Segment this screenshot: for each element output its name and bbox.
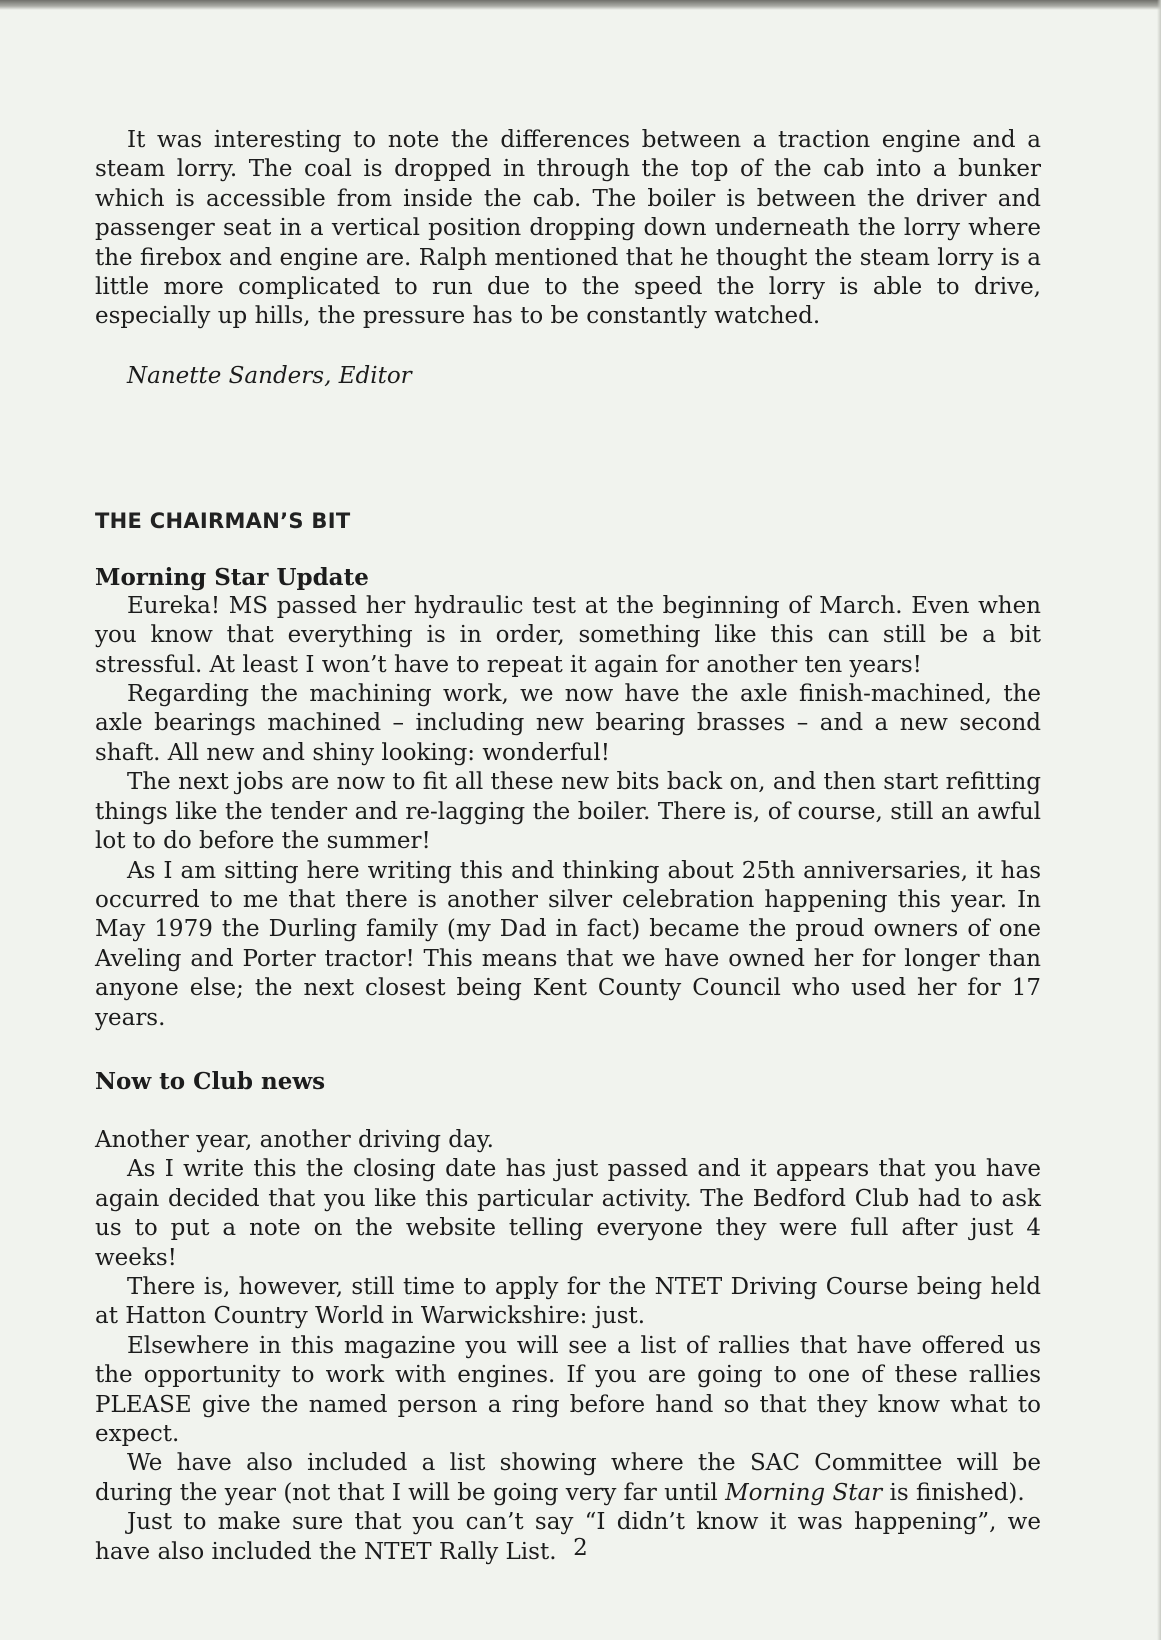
club-news-heading: Now to Club news: [95, 1067, 326, 1095]
intro-paragraph: It was interesting to note the differences between a traction engine and a steam lorry. The coal is dropped in through the top of the cab into a bunker which is accessible from inside the cab. The boiler is between the driver and passenger seat in a vertical position dropping down underneath the lorry where the firebox and engine are. Ralph mentioned that he thought the steam lorry is a little more complicated to run due to the speed the lorry is able to drive, especially up hills, the pressure has to be constantly watched.: [95, 127, 1041, 330]
section-title: THE CHAIRMAN’S BIT: [95, 508, 351, 533]
page-number: 2: [573, 1535, 588, 1561]
committee-paragraph: [95, 1449, 1041, 1508]
morning-star-paragraph: As I am sitting here writing this and thinking about 25th anniversaries, it has occurred to me that there is another silver celebration happening this year. In May 1979 the Durling family (my Dad in fact) became the proud owners of one Aveling and Porter tractor! This means that we have owned her for longer than anyone else; the next closest being Kent County Council who used her for 17 years.: [95, 857, 1041, 1031]
committee-text-before: We have also included a list showing where the SAC Committee will be during the year (not that I will be going very far until: [95, 1450, 1041, 1506]
morning-star-paragraph: Eureka! MS passed her hydraulic test at the beginning of March. Even when you know that everything is in order, something like this can still be a bit stressful. At least I won’t have to repeat it again for another ten years!: [95, 592, 1041, 678]
committee-text-italic: Morning Star: [725, 1479, 883, 1506]
club-news-opening-line: Another year, another driving day.: [95, 1126, 494, 1153]
morning-star-paragraph: The next jobs are now to fit all these new bits back on, and then start refitting things like the tender and re-lagging the boiler. There is, of course, still an awful lot to do before the summer!: [95, 769, 1041, 855]
closing-paragraph: Just to make sure that you can’t say “I didn’t know it was happening”, we have also included the NTET Rally List.: [95, 1509, 1041, 1565]
club-news-paragraph: Elsewhere in this magazine you will see a list of rallies that have offered us the opportunity to work with engines. If you are going to one of these rallies PLEASE give the named person a ring before hand so that they know what to expect.: [95, 1332, 1041, 1447]
editor-signoff: Nanette Sanders, Editor: [127, 362, 412, 389]
club-news-paragraph: As I write this the closing date has just passed and it appears that you have again decided that you like this particular activity. The Bedford Club had to ask us to put a note on the website telling everyone they were full after just 4 weeks!: [95, 1156, 1041, 1271]
committee-text-after: is finished).: [882, 1479, 1025, 1506]
morning-star-paragraph: Regarding the machining work, we now have the axle finish-machined, the axle bearings machined – including new bearing brasses – and a new second shaft. All new and shiny looking: wonderful!: [95, 681, 1041, 766]
scan-right-edge: [1157, 0, 1161, 1640]
scan-top-edge: [0, 0, 1161, 10]
club-news-paragraph: There is, however, still time to apply for the NTET Driving Course being held at Hatton Country World in Warwickshire: just.: [95, 1273, 1041, 1330]
morning-star-heading: Morning Star Update: [95, 563, 369, 591]
document-page: [95, 126, 1041, 1567]
